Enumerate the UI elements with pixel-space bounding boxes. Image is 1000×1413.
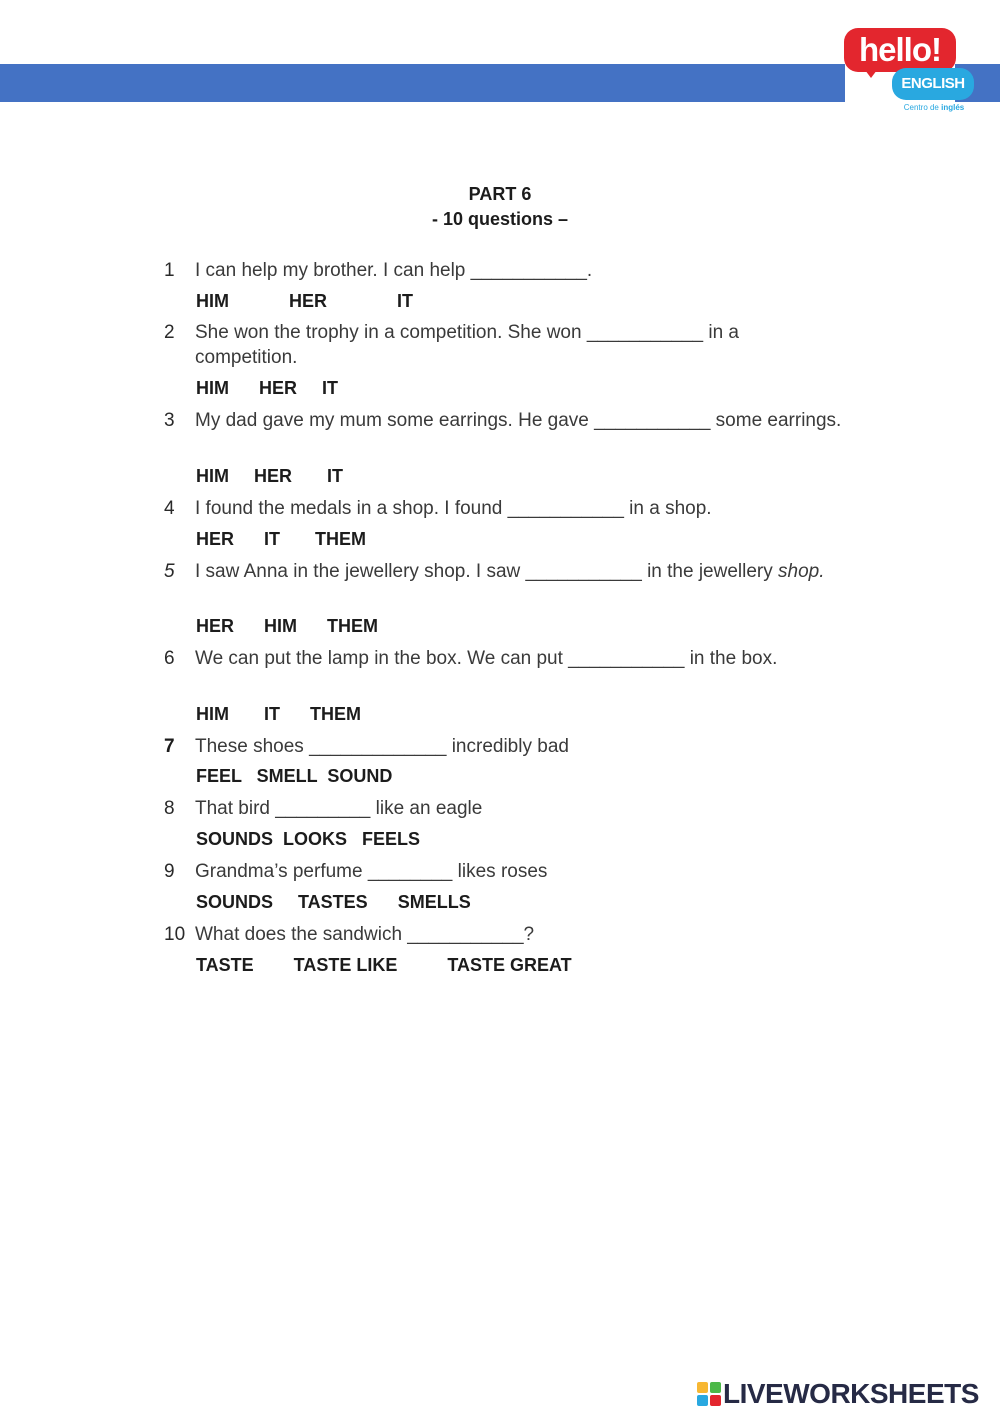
question-number: 1 xyxy=(164,260,175,281)
question-4 xyxy=(164,496,844,521)
part-title: PART 6 xyxy=(468,184,532,204)
question-number: 6 xyxy=(164,648,175,669)
question-9 xyxy=(164,859,844,884)
question-3-options: HIM HER IT xyxy=(196,466,344,486)
question-4-options: HER IT THEM xyxy=(196,529,367,549)
question-3 xyxy=(164,408,844,433)
question-number: 9 xyxy=(164,861,175,882)
question-10-options: TASTE TASTE LIKE TASTE GREAT xyxy=(196,955,572,975)
question-number: 2 xyxy=(164,322,175,343)
question-text: Grandma’s perfume ________ likes roses xyxy=(195,861,548,882)
question-number: 7 xyxy=(164,736,175,757)
question-text: These shoes _____________ incredibly bad xyxy=(195,736,569,757)
question-text: That bird _________ like an eagle xyxy=(195,798,483,819)
header-bar xyxy=(0,64,845,102)
question-2 xyxy=(164,320,844,370)
question-1-options: HIM HER IT xyxy=(196,291,414,311)
question-6 xyxy=(164,646,844,671)
liveworksheets-wordmark: LIVEWORKSHEETS xyxy=(723,1378,979,1409)
part-subtitle: - 10 questions – xyxy=(431,209,569,229)
question-7-options: FEEL SMELL SOUND xyxy=(196,766,393,786)
question-6-options: HIM IT THEM xyxy=(196,704,361,724)
question-text: What does the sandwich ___________? xyxy=(195,924,535,945)
question-1 xyxy=(164,258,844,283)
question-10 xyxy=(164,922,844,947)
question-text: My dad gave my mum some earrings. He gave ___________ some earrings. xyxy=(195,410,842,431)
question-text: I saw Anna in the jewellery shop. I saw ___________ in the jewellery xyxy=(195,561,773,582)
logo-hello: hello! xyxy=(844,28,956,72)
hello-english-logo xyxy=(842,26,982,118)
question-7 xyxy=(164,734,844,759)
question-text: She won the trophy in a competition. She won ___________ in a competition. xyxy=(195,322,739,368)
question-number: 8 xyxy=(164,798,175,819)
liveworksheets-logo xyxy=(697,1378,995,1410)
logo-tagline: Centro de inglés xyxy=(903,103,965,112)
question-text: We can put the lamp in the box. We can put ___________ in the box. xyxy=(195,648,778,669)
liveworksheets-grid-icon xyxy=(697,1382,721,1406)
question-text-italic: shop. xyxy=(778,561,825,582)
question-number: 3 xyxy=(164,410,175,431)
logo-english: ENGLISH xyxy=(892,68,974,100)
question-2-options: HIM HER IT xyxy=(196,378,339,398)
question-9-options: SOUNDS TASTES SMELLS xyxy=(196,892,471,912)
question-8 xyxy=(164,796,844,821)
question-text: I found the medals in a shop. I found ___________ in a shop. xyxy=(195,498,712,519)
question-8-options: SOUNDS LOOKS FEELS xyxy=(196,829,421,849)
question-5-options: HER HIM THEM xyxy=(196,616,379,636)
question-number: 4 xyxy=(164,498,175,519)
question-text: I can help my brother. I can help ___________. xyxy=(195,260,593,281)
question-number: 5 xyxy=(164,561,175,582)
question-number: 10 xyxy=(164,924,186,945)
question-5 xyxy=(164,559,844,584)
